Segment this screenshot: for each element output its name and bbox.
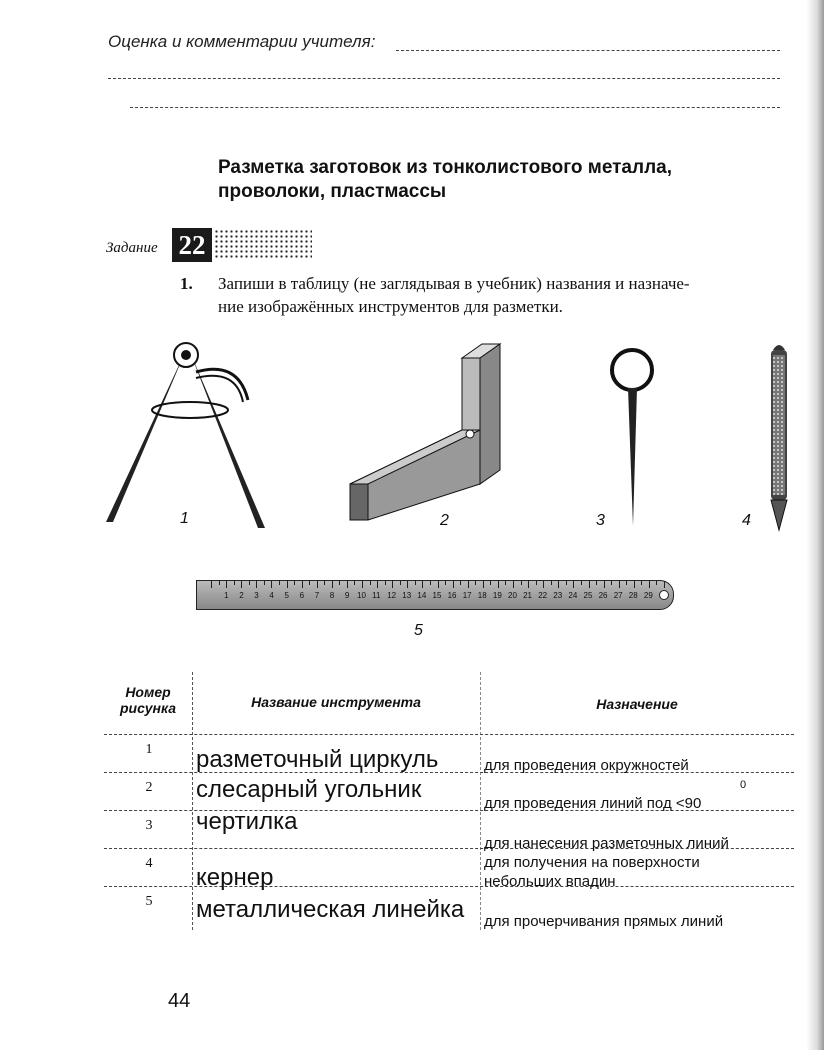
ruler-tick	[498, 581, 499, 588]
tool-purpose: для проведения окружностей	[484, 757, 689, 774]
tools-table	[104, 672, 794, 930]
ruler-tick	[324, 581, 325, 585]
ruler-tick	[219, 581, 220, 585]
section-title-line1: Разметка заготовок из тонколистового металла,	[218, 157, 672, 178]
ruler-tick	[377, 581, 378, 588]
header-number	[104, 684, 192, 716]
ruler-number: 22	[538, 591, 548, 600]
ruler-tick	[626, 581, 627, 585]
row-number: 1	[145, 742, 153, 757]
ruler-tick	[528, 581, 529, 588]
tool-purpose-line2: небольших впадин	[484, 873, 616, 890]
ruler-tick	[354, 581, 355, 585]
row-number: 5	[145, 894, 153, 909]
ruler-tick	[551, 581, 552, 585]
comment-line	[108, 78, 780, 79]
figure-label-1: 1	[180, 510, 189, 527]
tool-name: кернер	[196, 864, 274, 891]
scriber-icon	[612, 350, 652, 526]
ruler-tick	[317, 581, 318, 588]
ruler-tick	[619, 581, 620, 588]
ruler-number: 5	[284, 591, 289, 600]
ruler-tick	[596, 581, 597, 585]
ruler-tick	[211, 581, 212, 588]
tool-purpose: для нанесения разметочных линий	[484, 835, 729, 852]
figure-label-2: 2	[440, 512, 449, 529]
header-purpose: Назначение	[596, 696, 678, 712]
row-number: 2	[145, 780, 153, 795]
ruler-tick	[256, 581, 257, 588]
comment-line	[396, 50, 780, 51]
tool-name: металлическая линейка	[196, 896, 465, 923]
instruction-text	[218, 272, 798, 318]
ruler-tick	[490, 581, 491, 585]
ruler-number: 8	[329, 591, 335, 600]
ruler-tick	[226, 581, 227, 588]
ruler-number: 23	[553, 591, 563, 600]
ruler-tick	[453, 581, 454, 588]
ruler-tick	[279, 581, 280, 585]
metal-ruler	[196, 580, 674, 610]
ruler-tick	[483, 581, 484, 588]
ruler-tick	[536, 581, 537, 585]
figure-label-3: 3	[596, 512, 605, 529]
ruler-tick	[241, 581, 242, 588]
row-number: 4	[145, 856, 153, 871]
ruler-number: 9	[344, 591, 350, 600]
ruler-tick	[558, 581, 559, 588]
ruler-tick	[521, 581, 522, 585]
tool-purpose-line1: для получения на поверхности	[484, 854, 700, 871]
ruler-tick	[505, 581, 506, 585]
ruler-number: 17	[462, 591, 472, 600]
square-icon	[350, 344, 500, 520]
ruler-tick	[589, 581, 590, 588]
row-divider	[104, 734, 794, 735]
tool-purpose	[484, 853, 700, 891]
ruler-number: 18	[477, 591, 487, 600]
ruler-tick	[362, 581, 363, 588]
task-number-badge: 22	[172, 228, 212, 262]
ruler-number: 15	[432, 591, 442, 600]
ruler-tick	[641, 581, 642, 585]
ruler-tick	[370, 581, 371, 585]
ruler-tick	[468, 581, 469, 588]
tool-purpose: для проведения линий под <90	[484, 795, 702, 812]
ruler-number: 27	[613, 591, 623, 600]
ruler-tick	[664, 581, 665, 588]
ruler-number: 11	[372, 591, 381, 600]
section-title	[218, 156, 672, 204]
ruler-tick	[339, 581, 340, 585]
tool-name: слесарный угольник	[196, 776, 422, 803]
ruler-tick	[581, 581, 582, 585]
ruler-tick	[294, 581, 295, 585]
ruler-tick	[634, 581, 635, 588]
ruler-number: 24	[568, 591, 578, 600]
tool-purpose-superscript: 0	[740, 779, 747, 791]
header-number-line2: рисунка	[120, 700, 176, 716]
ruler-tick	[309, 581, 310, 585]
ruler-number: 13	[402, 591, 412, 600]
ruler-number: 1	[224, 591, 229, 600]
ruler-tick	[445, 581, 446, 585]
ruler-tick	[234, 581, 235, 585]
ruler-number: 6	[299, 591, 305, 600]
ruler-tick	[649, 581, 650, 588]
teacher-comment-label: Оценка и комментарии учителя:	[108, 32, 376, 51]
ruler-tick	[264, 581, 265, 585]
ruler-tick	[271, 581, 272, 588]
ruler-number: 28	[628, 591, 638, 600]
ruler-tick	[392, 581, 393, 588]
center-punch-icon	[771, 345, 787, 530]
section-title-line2: проволоки, пластмассы	[218, 181, 447, 202]
ruler-tick	[513, 581, 514, 588]
ruler-tick	[460, 581, 461, 585]
ruler-number: 7	[314, 591, 320, 600]
ruler-number: 19	[492, 591, 502, 600]
task-badge-dots	[214, 229, 312, 259]
instruction-line1: Запиши в таблицу (не заглядывая в учебник) названия и назначе-	[218, 274, 690, 293]
ruler-tick	[611, 581, 612, 585]
ruler-tick	[332, 581, 333, 588]
ruler-number: 26	[598, 591, 608, 600]
instruction-line2: ние изображённых инструментов для разметки.	[218, 297, 563, 316]
ruler-tick	[249, 581, 250, 585]
ruler-tick	[430, 581, 431, 585]
ruler-tick	[438, 581, 439, 588]
ruler-tick	[656, 581, 657, 585]
tool-name: чертилка	[196, 808, 298, 835]
ruler-number: 29	[643, 591, 653, 600]
figure-label-5: 5	[414, 622, 423, 639]
compass-icon	[106, 343, 265, 528]
ruler-number: 10	[357, 591, 366, 600]
col-divider	[192, 672, 193, 930]
ruler-tick	[407, 581, 408, 588]
ruler-tick	[400, 581, 401, 585]
ruler-number: 14	[417, 591, 427, 600]
header-name: Название инструмента	[251, 694, 421, 710]
task-word: Задание	[106, 240, 158, 256]
header-number-line1: Номер	[125, 684, 171, 700]
ruler-number: 20	[508, 591, 517, 600]
ruler-tick	[422, 581, 423, 588]
ruler-tick	[385, 581, 386, 585]
ruler-tick	[302, 581, 303, 588]
ruler-tick	[573, 581, 574, 588]
ruler-number: 3	[254, 591, 259, 600]
ruler-tick	[475, 581, 476, 585]
ruler-hole	[659, 590, 669, 600]
ruler-number: 16	[447, 591, 457, 600]
figure-label-4: 4	[742, 512, 751, 529]
ruler-number: 12	[387, 591, 397, 600]
ruler-tick	[566, 581, 567, 585]
tools-illustration	[0, 330, 824, 560]
ruler-tick	[347, 581, 348, 588]
instruction-number: 1.	[180, 274, 193, 293]
ruler-tick	[415, 581, 416, 585]
tool-purpose: для прочерчивания прямых линий	[484, 913, 724, 930]
page-number: 44	[168, 990, 191, 1012]
ruler-number: 2	[239, 591, 244, 600]
ruler-tick	[543, 581, 544, 588]
tool-name: разметочный циркуль	[196, 746, 439, 773]
ruler-number: 4	[269, 591, 274, 600]
comment-line	[130, 107, 780, 108]
row-number: 3	[145, 818, 153, 833]
ruler-tick	[287, 581, 288, 588]
ruler-number: 25	[583, 591, 593, 600]
ruler-number: 21	[523, 591, 532, 600]
ruler-tick	[604, 581, 605, 588]
